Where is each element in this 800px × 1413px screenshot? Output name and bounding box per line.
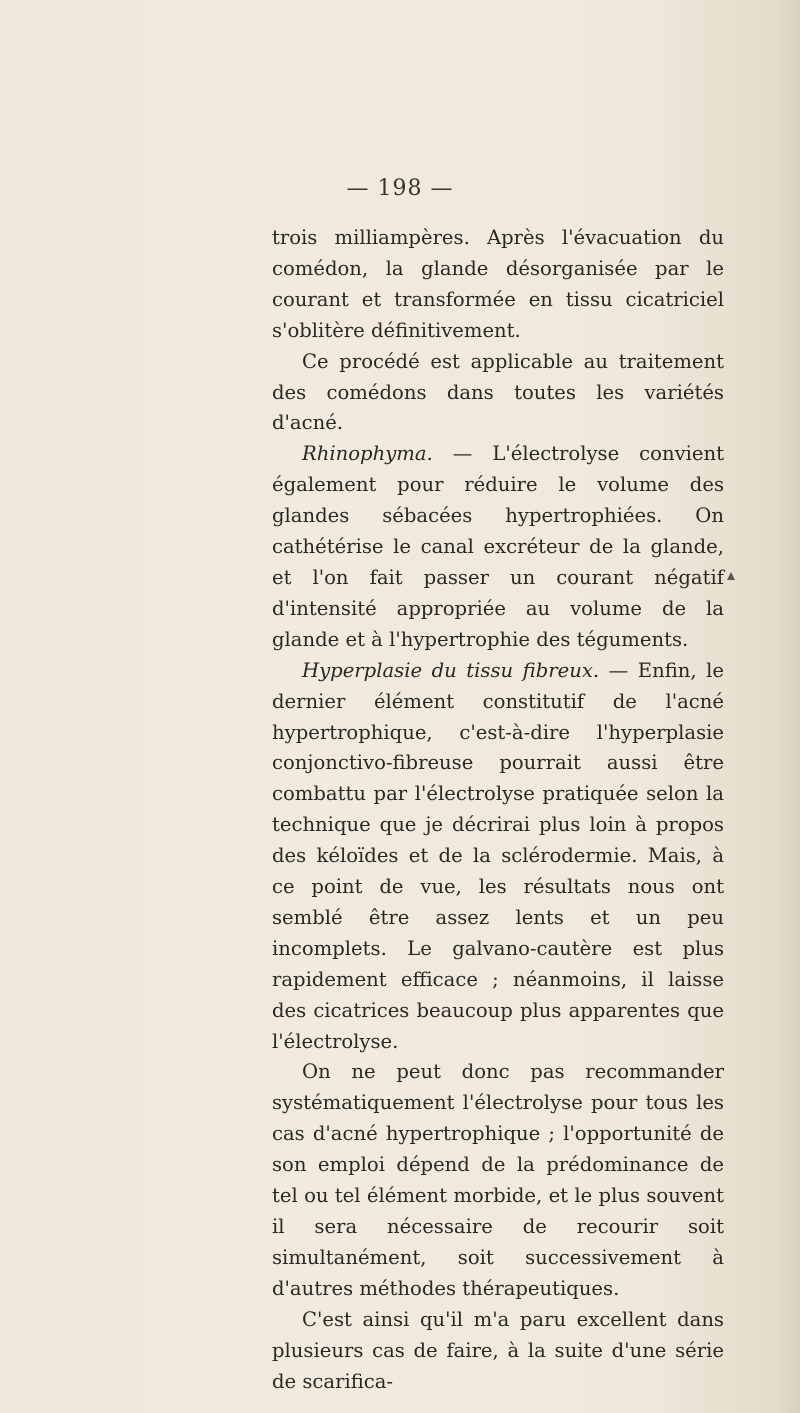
paragraph-rhinophyma-text: — L'électrolyse convient également pour réduire le volume des glandes sébacées hypertrophiées. On cathétérise le canal excréteur de la glande, et l'on fait passer un courant négatif d'intensité appropriée au volume de la glande et à l'hypertrophie des téguments. [272, 442, 724, 651]
paragraph-hyperplasie-heading: Hyperplasie du tissu fibreux. [302, 658, 600, 682]
paragraph-6-text: C'est ainsi qu'il m'a paru excellent dans plusieurs cas de faire, à la suite d'une série de scarifica- [272, 1307, 724, 1393]
paragraph-hyperplasie [272, 656, 724, 1058]
paragraph-1-text: trois milliampères. Après l'évacuation du comédon, la glande désorganisée par le courant et transformée en tissu cicatriciel s'oblitère définitivement. [272, 226, 724, 342]
paragraph-2-text: Ce procédé est applicable au traitement des comédons dans toutes les variétés d'acné. [272, 349, 724, 435]
paragraph-hyperplasie-text: — Enfin, le dernier élément constitutif de l'acné hypertrophique, c'est-à-dire l'hyperplasie conjonctivo-fibreuse pourrait aussi être combattu par l'électrolyse pratiquée selon la technique que je décrirai plus loin à propos des kéloïdes et de la sclérodermie. Mais, à ce point de vue, les résultats nous ont semblé être assez lents et un peu incomplets. Le galvano-cautère est plus rapidement efficace ; néanmoins, il laisse des cicatrices beaucoup plus apparentes que l'électrolyse. [272, 658, 724, 1053]
paragraph-6 [272, 1305, 724, 1398]
paragraph-rhinophyma [272, 439, 724, 655]
paragraph-5-text: On ne peut donc pas recommander systématiquement l'électrolyse pour tous les cas d'acné hypertrophique ; l'opportunité de son emploi dépend de la prédominance de tel ou tel élément morbide, et le plus souvent il sera nécessaire de recourir soit simultanément, soit successivement à d'autres méthodes thérapeutiques. [272, 1060, 724, 1300]
margin-mark-icon [727, 572, 735, 580]
page-number: — 198 — [346, 176, 454, 201]
paragraph-rhinophyma-heading: Rhinophyma. [302, 442, 433, 466]
paragraph-1 [272, 223, 724, 347]
paragraph-5 [272, 1057, 724, 1304]
paragraph-2 [272, 347, 724, 440]
body-text [272, 223, 724, 1397]
